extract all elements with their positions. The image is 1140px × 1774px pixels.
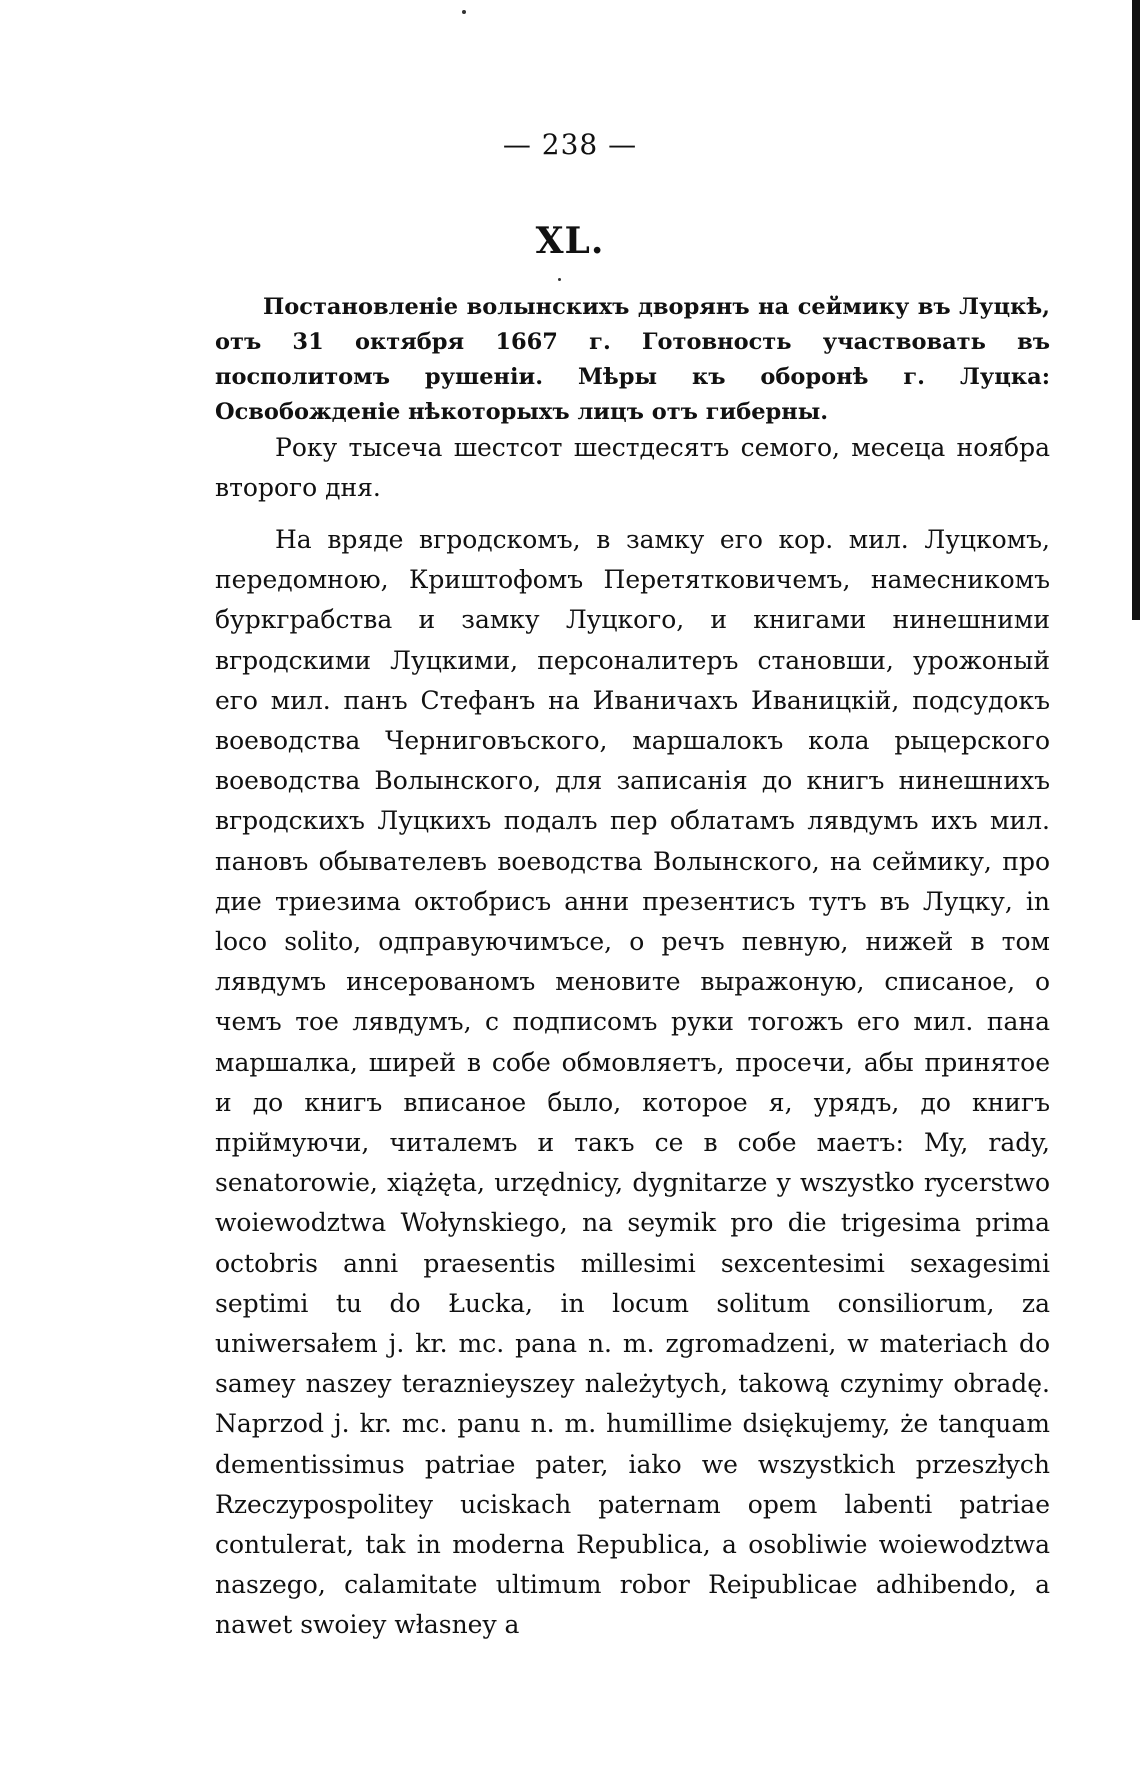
chapter-summary: Постановленіе волынскихъ дворянъ на сеймику въ Луцкѣ, отъ 31 октября 1667 г. Готовность участвовать въ посполитомъ рушеніи. Мѣры къ оборонѣ г. Луцка: Освобожденіе нѣкоторыхъ лицъ отъ гиберны. <box>215 294 1050 425</box>
chapter-heading: XL. <box>535 220 605 262</box>
body-paragraph: На вряде вгродскомъ, в замку его кор. мил. Луцкомъ, передомною, Криштофомъ Перетятковичемъ, намесникомъ буркграбства и замку Луцкого, и книгами нинешними вгродскими Луцкими, персоналитеръ становши, урожоный его мил. панъ Стефанъ на Иваничахъ Иваницкій, подсудокъ воеводства Черниговъского, маршалокъ кола рыцерского воеводства Волынского, для записанія до книгъ нинешнихъ вгродскихъ Луцкихъ подалъ пер облатамъ лявдумъ ихъ мил. пановъ обывателевъ воеводства Волынского, на сеймику, про дие триезима октобрисъ анни презентисъ тутъ въ Луцку, in loco solito, одправуючимъсе, о речъ певную, нижей в том лявдумъ инсерованомъ меновите выражоную, списаное, о чемъ тое лявдумъ, с подписомъ руки тогожъ его мил. пана маршалка, ширей в собе обмовляетъ, просечи, абы принятое и до книгъ вписаное было, которое я, урядъ, до книгъ пріймуючи, читалемъ и такъ се в собе маетъ: My, rady, senatorowie, xiążęta, urzędnicy, dygnitarze y wszystko rycerstwo woiewodztwa Wołynskiego, na seymik pro die trigesima prima octobris anni praesentis millesimi sexcentesimi sexagesimi septimi tu do Łucka, in locum solitum consiliorum, za uniwersałem j. kr. mc. pana n. m. zgromadzeni, w materiach do samey naszey teraznieyszey należytych, takową czynimy obradę. Naprzod j. kr. mc. panu n. m. humillime dsiękujemy, że tanquam dementissimus patriae pater, iako we wszystkich przeszłych Rzeczypospolitey uciskach paternam opem labenti patriae contulerat, tak in moderna Republica, a osobliwie woiewodztwa naszego, calamitate ultimum robor Reipublicae adhibendo, a nawet swoiey własney a <box>215 525 1050 1640</box>
scan-speck <box>558 278 561 281</box>
body-paragraph: Року тысеча шестсот шестдесятъ семого, месеца ноябра второго дня. <box>215 433 1050 503</box>
scan-edge-rule <box>1132 0 1140 620</box>
page-number: — 238 — <box>502 128 638 161</box>
scan-speck <box>462 10 466 14</box>
